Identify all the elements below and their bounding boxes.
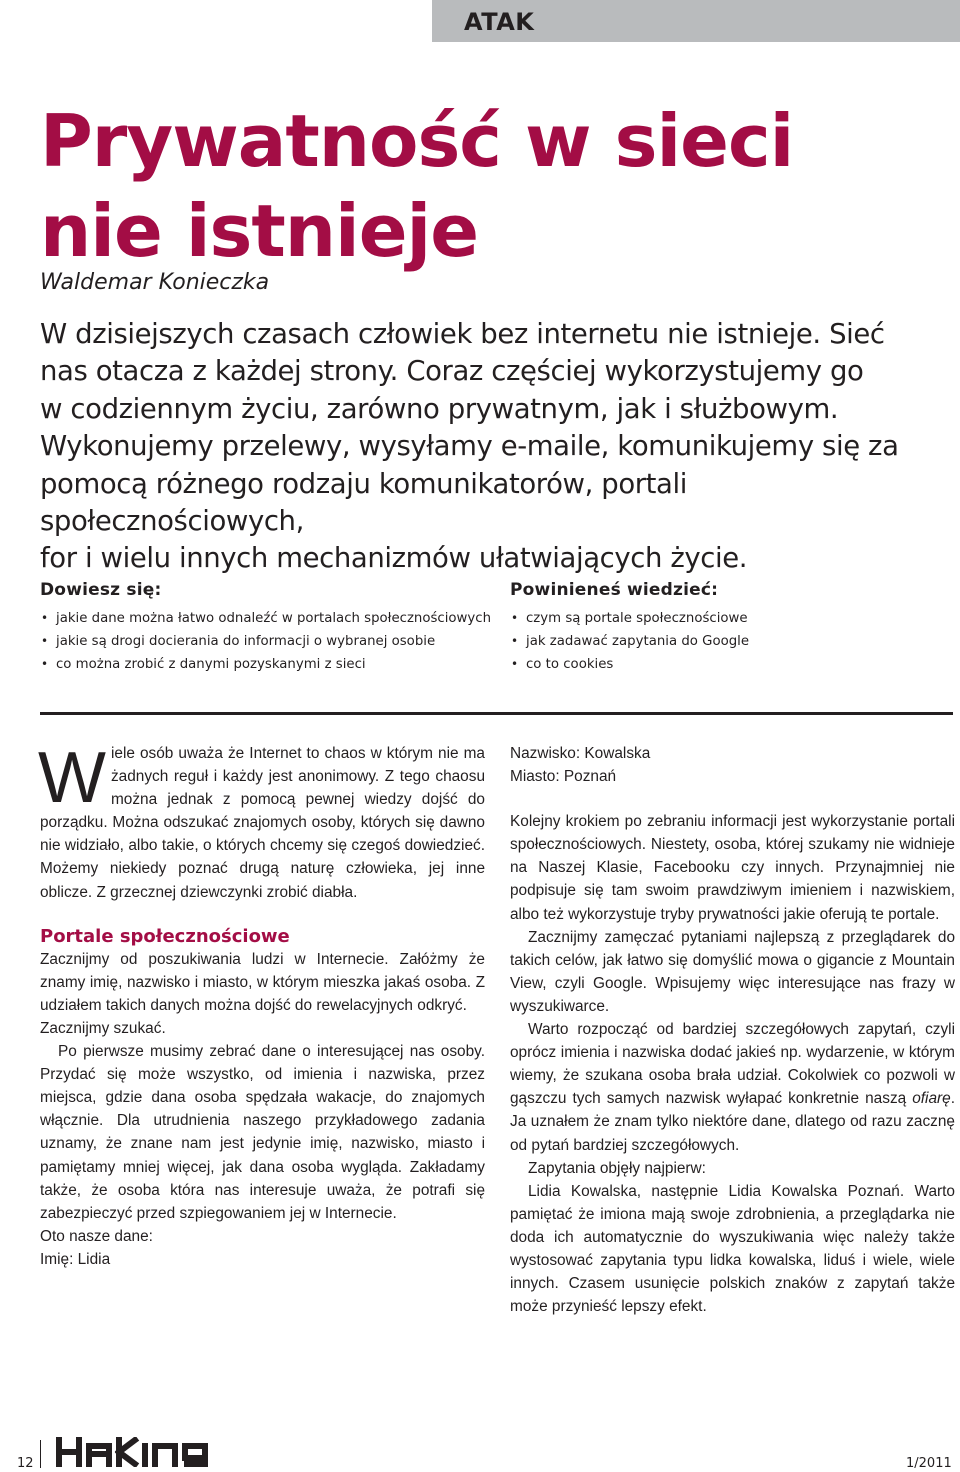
text-run: . Ja uznałem że znam tylko niektóre dane, dlatego od razu zacznę od pytań bardziej szczegółowych. bbox=[510, 1090, 955, 1154]
paragraph: Oto nasze dane: bbox=[40, 1227, 153, 1245]
paragraph: Zacznijmy zamęczać pytaniami najlepszą z przeglądarek do takich celów, jak łatwo się domyślić mowa o gigancie z Mountain View, czyli Google. Wpisujemy więc interesujące nas frazy w wyszukiwarce. bbox=[510, 928, 955, 1015]
list-item: • co to cookies bbox=[510, 653, 930, 676]
article-column-right bbox=[510, 742, 955, 1318]
article-title bbox=[40, 96, 920, 276]
list-item: • jak zadawać zapytania do Google bbox=[510, 630, 930, 653]
hakin9-logo bbox=[55, 1437, 255, 1467]
lead-line: Wykonujemy przelewy, wysyłamy e-maile, komunikujemy się za bbox=[40, 430, 899, 463]
learn-box-heading: Dowiesz się: bbox=[40, 580, 162, 600]
intro-paragraph bbox=[38, 738, 485, 904]
paragraph: Lidia Kowalska, następnie Lidia Kowalska Poznań. Warto pamiętać że imiona mają swoje zdrobnienia, a przeglądarka nie doda ich automatycznie do wyszukiwania więc należy także wystosować zapytania typu lidka kowalska, liduś i wiele, wiele innych. Czasem usunięcie polskich znaków z zapytań także może przynieść lepszy efekt. bbox=[510, 1182, 955, 1316]
learn-box bbox=[40, 580, 495, 677]
text-run: Warto rozpocząć od bardziej szczegółowych zapytań, czyli oprócz imienia i nazwiska dodać jakieś np. wydarzenie, w którym wiemy, że szukana osoba brała udział. Cokolwiek co pozwoli w gąszczu tych samych nazwisk wyłapać konkretnie naszą bbox=[510, 1021, 955, 1108]
issue-number: 1/2011 bbox=[906, 1456, 952, 1471]
page-number: 12 bbox=[17, 1456, 34, 1471]
paragraph: Zacznijmy od poszukiwania ludzi w Internecie. Załóżmy że znamy imię, nazwisko i miasto, w którym mieszka jakaś osoba. Z udziałem takich danych można dojść do rewelacyjnych odkryć. bbox=[40, 950, 485, 1014]
paragraph: Zapytania objęły najpierw: bbox=[528, 1159, 706, 1177]
prerequisites-list bbox=[510, 607, 930, 677]
list-item: • co można zrobić z danymi pozyskanymi z sieci bbox=[40, 653, 495, 676]
lead-paragraph bbox=[40, 316, 945, 578]
data-line: Nazwisko: Kowalska bbox=[510, 745, 651, 762]
paragraph bbox=[510, 1018, 955, 1157]
lead-line: w codziennym życiu, zarówno prywatnym, jak i służbowym. bbox=[40, 392, 839, 425]
lead-line: pomocą różnego rodzaju komunikatorów, portali społecznościowych, bbox=[40, 467, 687, 538]
prerequisites-box-heading: Powinieneś wiedzieć: bbox=[510, 580, 719, 600]
hakin9-logo-mark bbox=[55, 1437, 255, 1467]
prerequisites-box bbox=[510, 580, 930, 677]
article-column-left bbox=[38, 738, 485, 1271]
lead-line: W dzisiejszych czasach człowiek bez internetu nie istnieje. Sieć bbox=[40, 318, 885, 350]
lead-line: for i wielu innych mechanizmów ułatwiających życie. bbox=[40, 542, 748, 575]
spacer bbox=[510, 788, 955, 810]
title-line-1: Prywatność w sieci bbox=[40, 99, 794, 183]
author: Waldemar Konieczka bbox=[40, 270, 270, 295]
paragraph: Zacznijmy szukać. bbox=[40, 1019, 166, 1037]
title-line-2: nie istnieje bbox=[40, 189, 479, 273]
emphasis: ofiarę bbox=[912, 1090, 951, 1108]
section-label: ATAK bbox=[464, 8, 535, 36]
paragraph: Kolejny krokiem po zebraniu informacji jest wykorzystanie portali społecznościowych. Niestety, osoba, której szukamy nie widnieje na Naszej Klasie, Facebooku czy innych. Przynajmniej nie podpisuje się tam swoim prawdziwym imieniem i nazwiskiem, albo też wykorzystuje tryby prywatności jakie oferują te portale. bbox=[510, 813, 955, 923]
subheading: Portale społecznościowe bbox=[40, 925, 290, 947]
lead-line: nas otacza z każdej strony. Coraz częściej wykorzystujemy go bbox=[40, 355, 864, 388]
list-item: • jakie dane można łatwo odnaleźć w portalach społecznościowych bbox=[40, 607, 495, 630]
divider bbox=[40, 712, 953, 715]
footer-divider bbox=[40, 1440, 41, 1468]
list-item: • jakie są drogi docierania do informacji o wybranej osobie bbox=[40, 630, 495, 653]
paragraph: Imię: Lidia bbox=[40, 1250, 111, 1268]
data-line: Miasto: Poznań bbox=[510, 768, 617, 786]
list-item: • czym są portale społecznościowe bbox=[510, 607, 930, 630]
paragraph: Po pierwsze musimy zebrać dane o interesującej nas osoby. Przydać się może wszystko, od imienia i nazwiska, przez miejsca, gdzie dana osoba spędzała wakacje, do znajomych włącznie. Dla utrudnienia naszego przykładowego zadania uznamy, że znane nam jest jedynie imię, nazwisko, miasto i pamiętamy mniej więcej, jak dana osoba wygląda. Zakładamy także, że osoba która nas interesuje uważa, że potrafi się zabezpieczyć przed szpiegowaniem jej w Internecie. bbox=[40, 1043, 485, 1222]
drop-cap: W bbox=[38, 738, 106, 818]
learn-list bbox=[40, 607, 495, 677]
intro-text: iele osób uważa że Internet to chaos w którym nie ma żadnych reguł i każdy jest anonimowy. Z tego chaosu można jednak z pomocą pewnej wiedzy dojść do porządku. Można odszukać znajomych osoby, których się dawno nie widziało, albo takie, o których chcemy się czegoś dowiedzieć. Możemy niekiedy poznać drugą naturę człowieka, jej inne oblicze. Z grzecznej dziewczynki zrobić diabła. bbox=[40, 745, 485, 901]
